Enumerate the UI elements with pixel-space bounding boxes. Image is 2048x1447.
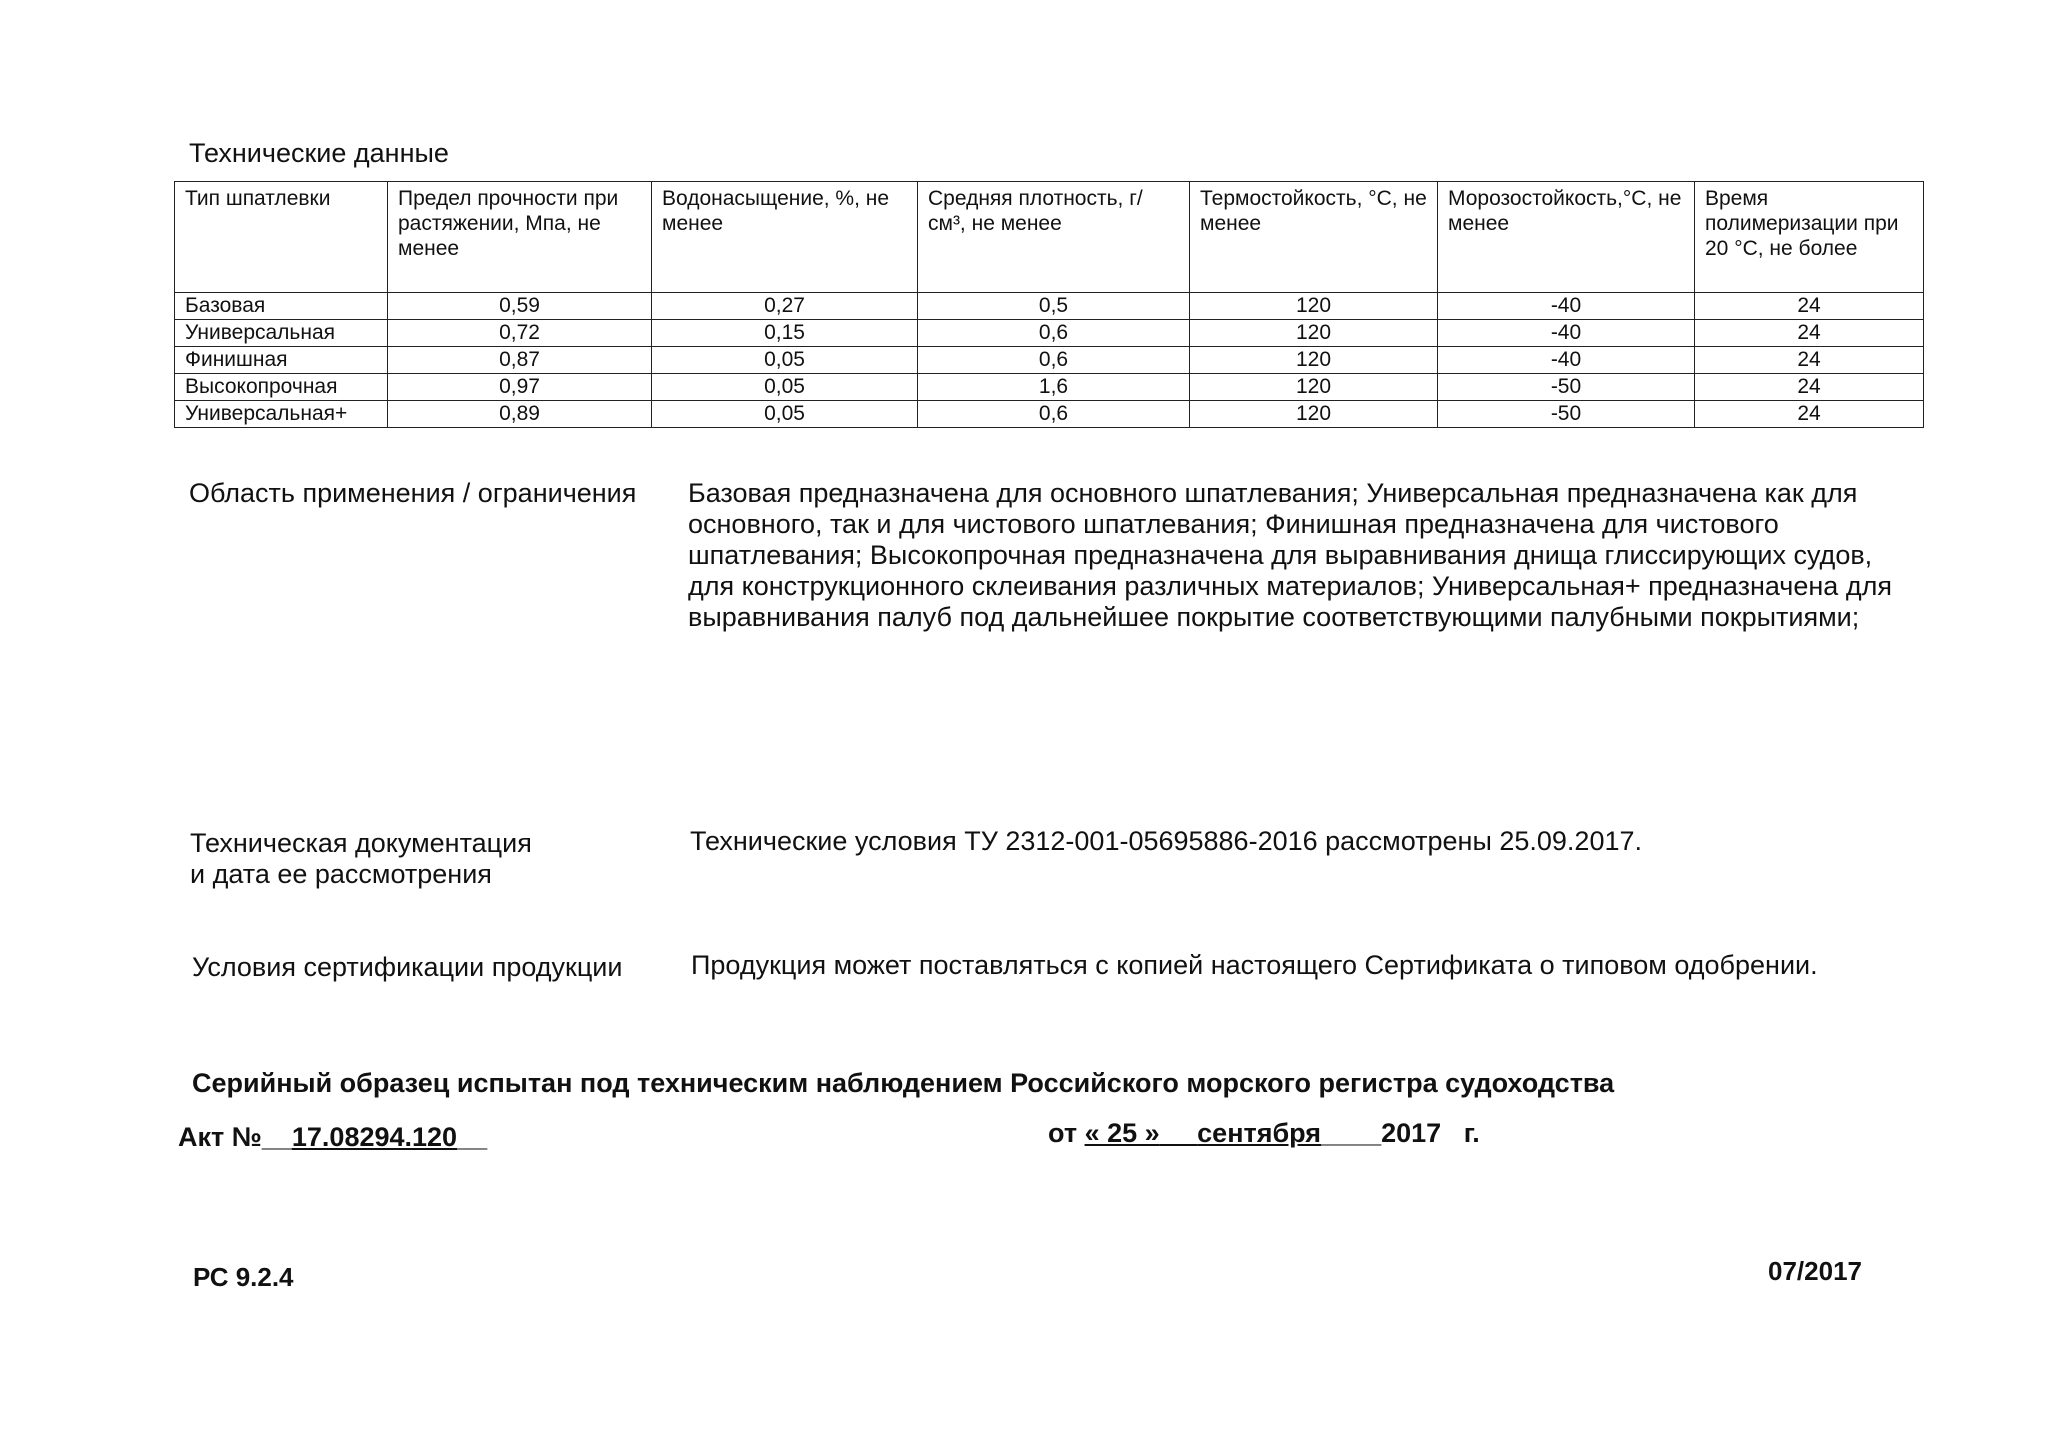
certification-text: Продукция может поставляться с копией настоящего Сертификата о типовом одобрении. [691,950,1818,980]
documentation-label: Техническая документация и дата ее рассмотрения [190,828,532,889]
table-cell: 0,59 [388,293,652,320]
form-date: 07/2017 [1768,1256,1862,1286]
table-cell: 24 [1695,347,1924,374]
table-cell: -40 [1438,320,1695,347]
table-cell: Универсальная+ [175,401,388,428]
table-cell: 0,72 [388,320,652,347]
table-cell: 0,15 [652,320,918,347]
act-day: « 25 » [1084,1118,1160,1148]
technical-data-table [174,181,1924,428]
table-cell: -50 [1438,374,1695,401]
table-cell: 24 [1695,401,1924,428]
table-row [175,374,1924,401]
documentation-text: Технические условия ТУ 2312-001-05695886-2016 рассмотрены 25.09.2017. [690,826,1643,856]
act-year: 2017 [1381,1118,1442,1148]
table-cell: 0,5 [918,293,1190,320]
act-year-suffix: г. [1463,1118,1480,1148]
table-cell: Финишная [175,347,388,374]
column-header: Тип шпатлевки [175,182,388,293]
table-cell: Высокопрочная [175,374,388,401]
table-cell: 24 [1695,293,1924,320]
table-cell: -50 [1438,401,1695,428]
act-prefix: Акт № [178,1122,262,1152]
table-cell: 120 [1190,320,1438,347]
table-cell: 0,97 [388,374,652,401]
column-header: Термостойкость, °С, не менее [1190,182,1438,293]
act-blank: __ [261,1122,292,1152]
table-row [175,293,1924,320]
table-cell: 0,05 [652,374,918,401]
table-cell: 120 [1190,293,1438,320]
table-cell: 0,89 [388,401,652,428]
table-cell: 24 [1695,374,1924,401]
section-title: Технические данные [189,138,449,168]
act-date-line [1048,1118,1480,1149]
table-cell: Универсальная [175,320,388,347]
application-label: Область применения / ограничения [189,478,637,508]
table-cell: 120 [1190,347,1438,374]
table-header-row [175,182,1924,293]
application-text: Базовая предназначена для основного шпатлевания; Универсальная предназначена как для основного, так и для чистового шпатлевания; Финишная предназначена для чистового шпатлевания; Высокопрочная предназначена для выравнивания днища глиссирующих судов, для конструкционного склеивания различных материалов; Универсальная+ предназначена для выравнивания палуб под дальнейшее покрытие соответствующими палубными покрытиями; [688,478,1892,632]
table-cell: 0,05 [652,347,918,374]
table-cell: -40 [1438,293,1695,320]
form-code: РС 9.2.4 [193,1262,294,1292]
column-header: Морозостойкость,°С, не менее [1438,182,1695,293]
column-header: Время полимеризации при 20 °С, не более [1695,182,1924,293]
act-date-prefix: от [1048,1118,1078,1148]
column-header: Средняя плотность, г/см³, не менее [918,182,1190,293]
act-number-line [178,1122,487,1153]
table-cell: 120 [1190,374,1438,401]
act-month: сентября [1197,1118,1322,1148]
act-number: 17.08294.120 [291,1122,458,1152]
act-blank: ____ [1321,1118,1382,1148]
table-row [175,320,1924,347]
table-cell: 0,87 [388,347,652,374]
table-cell: 24 [1695,320,1924,347]
table-cell: 0,27 [652,293,918,320]
test-statement: Серийный образец испытан под техническим наблюдением Российского морского регистра судоходства [192,1068,1615,1098]
table-row [175,401,1924,428]
act-blank [1160,1118,1198,1148]
table-cell: 0,6 [918,347,1190,374]
table-cell: -40 [1438,347,1695,374]
column-header: Предел прочности при растяжении, Мпа, не менее [388,182,652,293]
table-row [175,347,1924,374]
table-cell: Базовая [175,293,388,320]
column-header: Водонасыщение, %, не менее [652,182,918,293]
table-cell: 1,6 [918,374,1190,401]
table-cell: 0,05 [652,401,918,428]
act-blank: __ [457,1122,488,1152]
table-cell: 0,6 [918,320,1190,347]
certification-label: Условия сертификации продукции [192,952,623,982]
table-cell: 0,6 [918,401,1190,428]
table-cell: 120 [1190,401,1438,428]
